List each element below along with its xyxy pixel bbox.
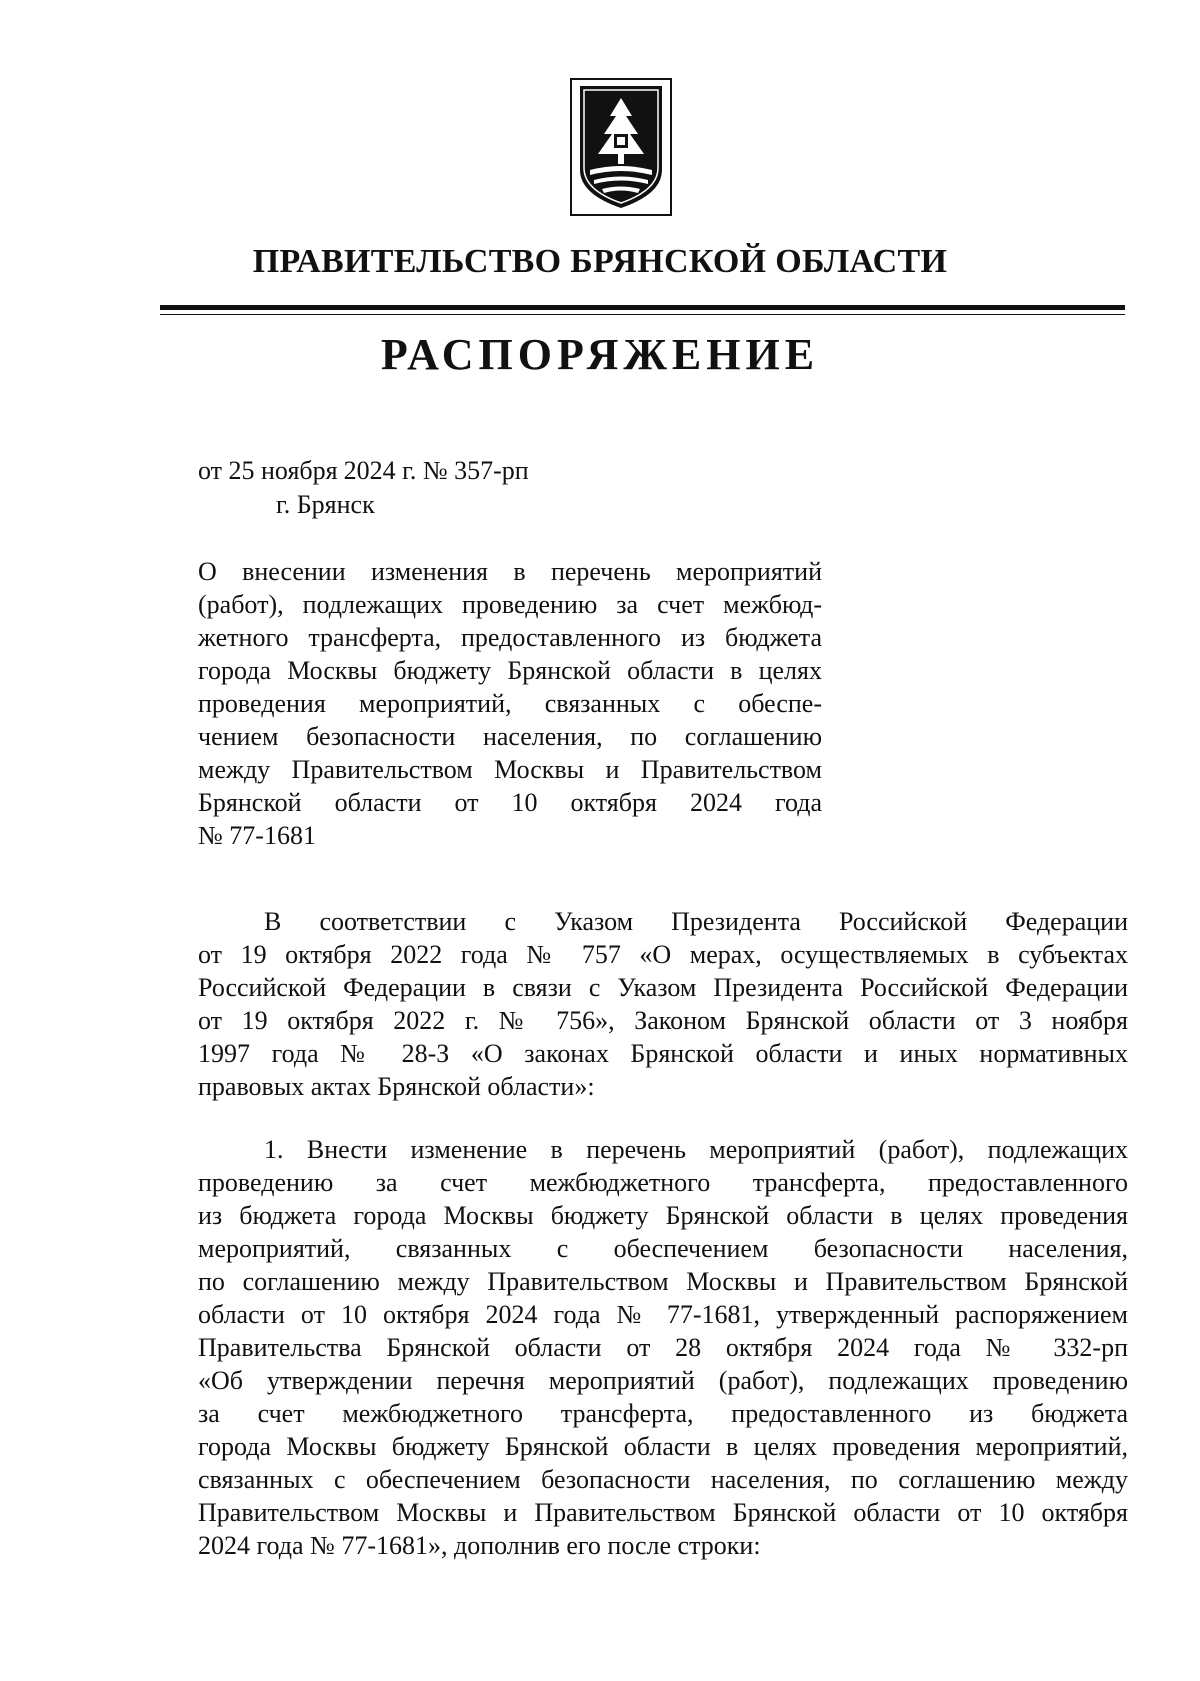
subject-line: проведения мероприятий, связанных с обеспе- xyxy=(198,689,822,718)
paragraph-line: за счет межбюджетного трансферта, предоставленного из бюджета xyxy=(198,1399,1128,1428)
paragraph-line: от 19 октября 2022 г. № 756», Законом Брянской области от 3 ноября xyxy=(198,1006,1128,1035)
organization-title: ПРАВИТЕЛЬСТВО БРЯНСКОЙ ОБЛАСТИ xyxy=(252,243,948,280)
paragraph-line: связанных с обеспечением безопасности населения, по соглашению между xyxy=(198,1465,1128,1494)
subject-line: О внесении изменения в перечень мероприятий xyxy=(198,557,822,586)
subject-line: № 77-1681 xyxy=(198,821,316,850)
paragraph-line: В соответствии с Указом Президента Российской Федерации xyxy=(264,907,1128,936)
item-1-paragraph xyxy=(198,1133,1128,1562)
subject-line: между Правительством Москвы и Правительством xyxy=(198,755,822,784)
document-number: 2024 г. № 357-рп xyxy=(343,456,529,485)
subject-line: Брянской области от 10 октября 2024 года xyxy=(198,788,822,817)
paragraph-line: 2024 года № 77-1681», дополнив его после строки: xyxy=(198,1531,761,1560)
document-type-title: РАСПОРЯЖЕНИЕ xyxy=(380,330,820,379)
subject-line: (работ), подлежащих проведению за счет межбюд- xyxy=(198,590,822,619)
paragraph-line: Российской Федерации в связи с Указом Президента Российской Федерации xyxy=(198,973,1128,1002)
paragraph-line: от 19 октября 2022 года № 757 «О мерах, осуществляемых в субъектах xyxy=(198,940,1128,969)
coat-of-arms-icon xyxy=(570,78,672,216)
paragraph-line: области от 10 октября 2024 года № 77-1681, утвержденный распоряжением xyxy=(198,1300,1128,1329)
paragraph-line: правовых актах Брянской области»: xyxy=(198,1072,595,1101)
paragraph-line: Правительства Брянской области от 28 октября 2024 года № 332-рп xyxy=(198,1333,1128,1362)
header-divider-thick xyxy=(160,305,1125,310)
paragraph-line: из бюджета города Москвы бюджету Брянской области в целях проведения xyxy=(198,1201,1128,1230)
document-place: г. Брянск xyxy=(276,490,375,519)
paragraph-line: 1997 года № 28-З «О законах Брянской области и иных нормативных xyxy=(198,1039,1128,1068)
header-divider-thin xyxy=(160,314,1125,315)
paragraph-line: по соглашению между Правительством Москвы и Правительством Брянской xyxy=(198,1267,1128,1296)
paragraph-line: Правительством Москвы и Правительством Брянской области от 10 октября xyxy=(198,1498,1128,1527)
document-date: от 25 ноября xyxy=(198,456,338,485)
subject-line: чением безопасности населения, по соглашению xyxy=(198,722,822,751)
document-subject xyxy=(198,555,822,852)
document-date-number xyxy=(198,455,535,487)
paragraph-line: города Москвы бюджету Брянской области в целях проведения мероприятий, xyxy=(198,1432,1128,1461)
subject-line: города Москвы бюджету Брянской области в целях xyxy=(198,656,822,685)
subject-line: жетного трансферта, предоставленного из бюджета xyxy=(198,623,822,652)
paragraph-line: проведению за счет межбюджетного трансферта, предоставленного xyxy=(198,1168,1128,1197)
paragraph-line: «Об утверждении перечня мероприятий (работ), подлежащих проведению xyxy=(198,1366,1128,1395)
paragraph-line: 1. Внести изменение в перечень мероприятий (работ), подлежащих xyxy=(264,1135,1128,1164)
preamble-paragraph xyxy=(198,905,1128,1103)
paragraph-line: мероприятий, связанных с обеспечением безопасности населения, xyxy=(198,1234,1128,1263)
